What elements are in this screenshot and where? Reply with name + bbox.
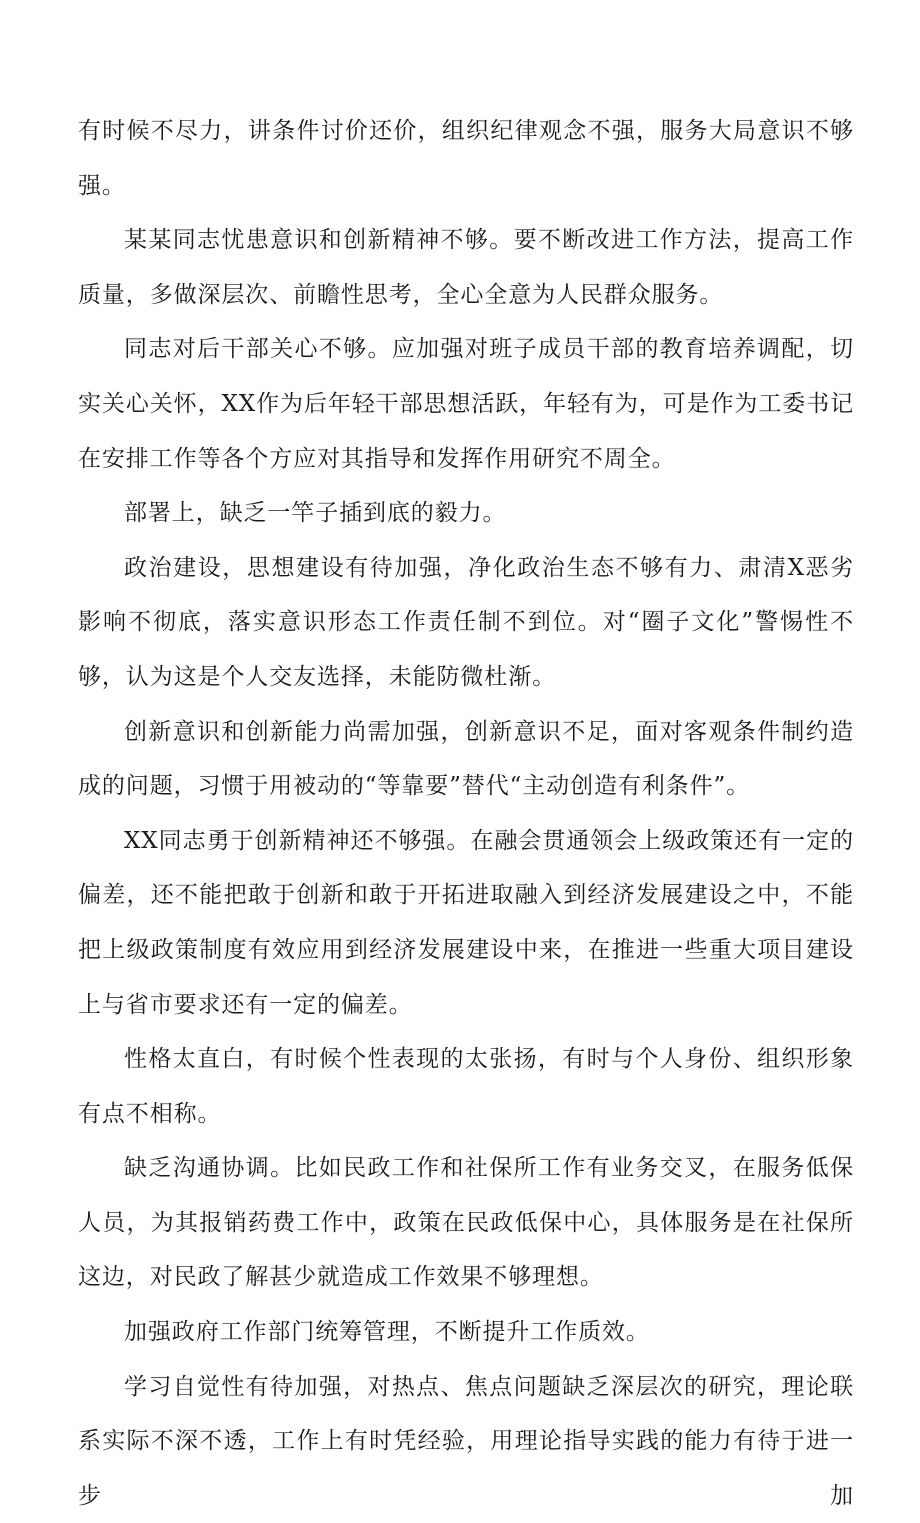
paragraph-6: 创新意识和创新能力尚需加强，创新意识不足，面对客观条件制约造成的问题，习惯于用被动的“等靠要”替代“主动创造有利条件”。 xyxy=(78,718,854,800)
paragraph-8: 性格太直白，有时候个性表现的太张扬，有时与个人身份、组织形象有点不相称。 xyxy=(78,1046,854,1127)
paragraph-7: XX同志勇于创新精神还不够强。在融会贯通领会上级政策还有一定的偏差，还不能把敢于创新和敢于开拓进取融入到经济发展建设之中，不能把上级政策制度有效应用到经济发展建设中来，在推进一些重大项目建设上与省市要求还有一定的偏差。 xyxy=(78,827,854,1018)
paragraph-9: 缺乏沟通协调。比如民政工作和社保所工作有业务交叉，在服务低保人员，为其报销药费工作中，政策在民政低保中心，具体服务是在社保所这边，对民政了解甚少就造成工作效果不够理想。 xyxy=(78,1155,854,1291)
document-body xyxy=(78,104,854,1523)
paragraph-10: 加强政府工作部门统筹管理，不断提升工作质效。 xyxy=(124,1319,650,1346)
paragraph-1: 有时候不尽力，讲条件讨价还价，组织纪律观念不强，服务大局意识不够强。 xyxy=(78,118,854,199)
paragraph-11: 学习自觉性有待加强，对热点、焦点问题缺乏深层次的研究，理论联系实际不深不透，工作上有时凭经验，用理论指导实践的能力有待于进一步加 xyxy=(78,1373,854,1509)
paragraph-4: 部署上，缺乏一竿子插到底的毅力。 xyxy=(124,500,507,527)
paragraph-5: 政治建设，思想建设有待加强，净化政治生态不够有力、肃清X恶劣影响不彻底，落实意识形态工作责任制不到位。对“圈子文化”警惕性不够，认为这是个人交友选择，未能防微杜渐。 xyxy=(78,554,854,690)
paragraph-2: 某某同志忧患意识和创新精神不够。要不断改进工作方法，提高工作质量，多做深层次、前瞻性思考，全心全意为人民群众服务。 xyxy=(78,227,854,308)
paragraph-3: 同志对后干部关心不够。应加强对班子成员干部的教育培养调配，切实关心关怀，XX作为后年轻干部思想活跃，年轻有为，可是作为工委书记在安排工作等各个方应对其指导和发挥作用研究不周全。 xyxy=(78,336,854,472)
